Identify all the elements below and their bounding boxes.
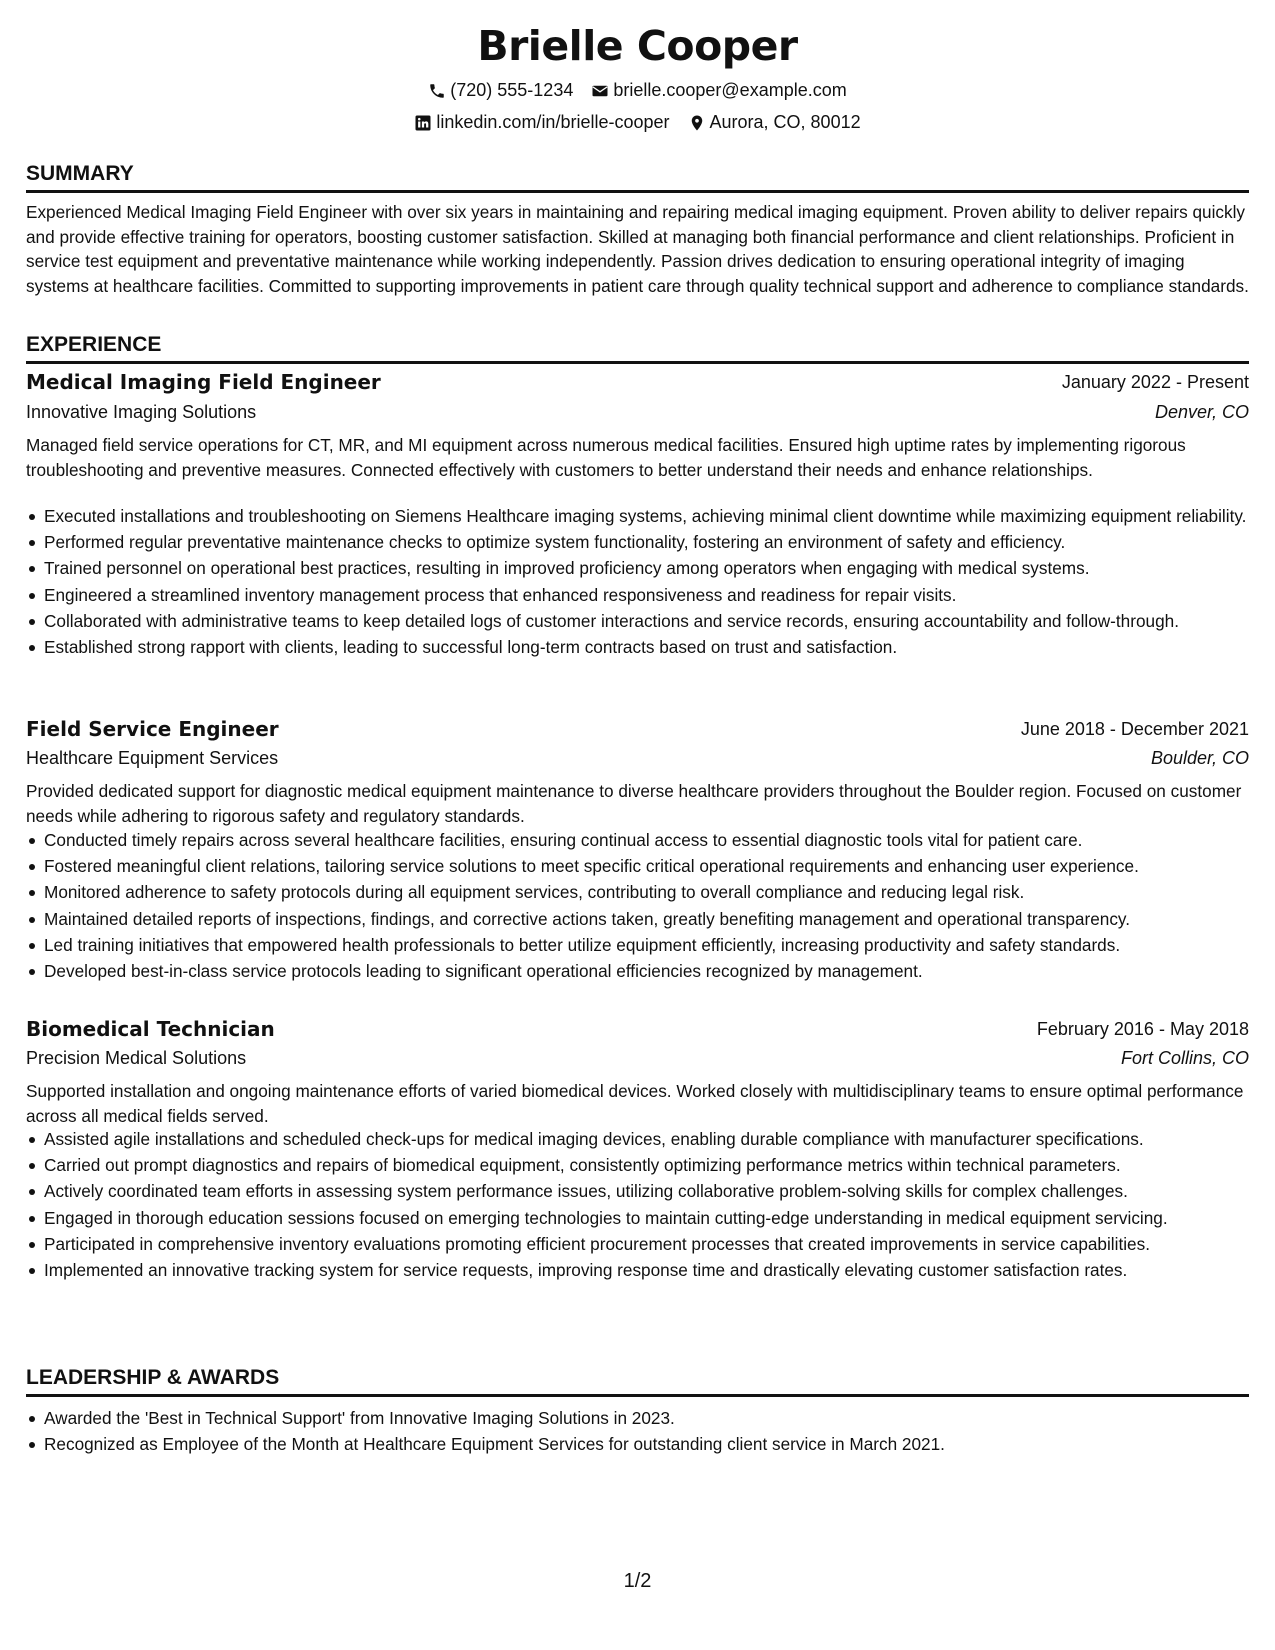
job-title: Medical Imaging Field Engineer bbox=[26, 370, 381, 394]
job-description: Provided dedicated support for diagnostic medical equipment maintenance to diverse healthcare providers throughout the Boulder region. Focused on customer needs while adhering to rigorous safety and regulatory standards. bbox=[26, 781, 1242, 826]
experience-heading: EXPERIENCE bbox=[26, 333, 1249, 364]
list-item: Conducted timely repairs across several healthcare facilities, ensuring continual access to essential diagnostic tools vital for patient care. bbox=[26, 828, 1249, 852]
awards-bullets bbox=[26, 1406, 1249, 1458]
job-bullets bbox=[26, 1127, 1249, 1284]
awards-heading: LEADERSHIP & AWARDS bbox=[26, 1366, 1249, 1397]
location-contact bbox=[688, 112, 861, 133]
email-contact[interactable] bbox=[591, 80, 846, 101]
job-dates: February 2016 - May 2018 bbox=[1036, 1019, 1249, 1039]
job-title: Field Service Engineer bbox=[26, 717, 279, 741]
list-item: Established strong rapport with clients, leading to successful long-term contracts based on trust and satisfaction. bbox=[26, 635, 1249, 659]
job-location: Denver, CO bbox=[1154, 402, 1249, 422]
list-item: Led training initiatives that empowered health professionals to better utilize equipment efficiently, increasing productivity and safety standards. bbox=[26, 933, 1249, 957]
job-dates: January 2022 - Present bbox=[1061, 372, 1249, 392]
envelope-icon bbox=[591, 82, 609, 100]
candidate-name: Brielle Cooper bbox=[477, 22, 798, 70]
list-item: Engaged in thorough education sessions focused on emerging technologies to maintain cutting-edge understanding in medical equipment servicing. bbox=[26, 1206, 1249, 1230]
job-location: Boulder, CO bbox=[1150, 748, 1249, 768]
list-item: Assisted agile installations and scheduled check-ups for medical imaging devices, enabling durable compliance with manufacturer specifications. bbox=[26, 1127, 1249, 1151]
contact-row-2 bbox=[26, 112, 1249, 133]
page-number: 1/2 bbox=[623, 1570, 652, 1592]
job-title: Biomedical Technician bbox=[26, 1017, 275, 1041]
company-name: Innovative Imaging Solutions bbox=[26, 402, 257, 422]
list-item: Monitored adherence to safety protocols during all equipment services, contributing to overall compliance and reducing legal risk. bbox=[26, 880, 1249, 904]
linkedin-link[interactable]: linkedin.com/in/brielle-cooper bbox=[436, 112, 670, 132]
location-text: Aurora, CO, 80012 bbox=[709, 112, 861, 132]
resume-page bbox=[26, 0, 1249, 1650]
phone-text: (720) 555-1234 bbox=[450, 80, 574, 100]
phone-icon bbox=[428, 82, 446, 100]
job-location: Fort Collins, CO bbox=[1120, 1048, 1249, 1068]
list-item: Implemented an innovative tracking system for service requests, improving response time and drastically elevating customer satisfaction rates. bbox=[26, 1258, 1249, 1282]
linkedin-contact[interactable] bbox=[414, 112, 669, 133]
map-pin-icon bbox=[688, 114, 706, 132]
list-item: Performed regular preventative maintenance checks to optimize system functionality, fostering an environment of safety and efficiency. bbox=[26, 530, 1249, 554]
list-item: Trained personnel on operational best practices, resulting in improved proficiency among operators when engaging with medical systems. bbox=[26, 556, 1249, 580]
job-bullets bbox=[26, 828, 1249, 985]
list-item: Engineered a streamlined inventory management process that enhanced responsiveness and readiness for repair visits. bbox=[26, 583, 1249, 607]
list-item: Fostered meaningful client relations, tailoring service solutions to meet specific critical operational requirements and enhancing user experience. bbox=[26, 854, 1249, 878]
list-item: Collaborated with administrative teams to keep detailed logs of customer interactions and service records, ensuring accountability and follow-through. bbox=[26, 609, 1249, 633]
summary-heading: SUMMARY bbox=[26, 162, 1249, 193]
linkedin-icon bbox=[414, 114, 432, 132]
job-bullets bbox=[26, 504, 1249, 661]
job-description: Supported installation and ongoing maintenance efforts of varied biomedical devices. Worked closely with multidisciplinary teams to ensure optimal performance across all medical fields served. bbox=[26, 1081, 1244, 1126]
job-description: Managed field service operations for CT, MR, and MI equipment across numerous medical facilities. Ensured high uptime rates by implementing rigorous troubleshooting and preventive measures. Connected effectively with customers to better understand their needs and enhance relationships. bbox=[26, 435, 1186, 480]
list-item: Maintained detailed reports of inspections, findings, and corrective actions taken, greatly benefiting management and operational transparency. bbox=[26, 907, 1249, 931]
list-item: Awarded the 'Best in Technical Support' from Innovative Imaging Solutions in 2023. bbox=[26, 1406, 1249, 1430]
list-item: Executed installations and troubleshooting on Siemens Healthcare imaging systems, achieving minimal client downtime while maximizing equipment reliability. bbox=[26, 504, 1249, 528]
company-name: Precision Medical Solutions bbox=[26, 1048, 247, 1068]
email-link[interactable]: brielle.cooper@example.com bbox=[613, 80, 847, 100]
list-item: Recognized as Employee of the Month at Healthcare Equipment Services for outstanding client service in March 2021. bbox=[26, 1432, 1249, 1456]
phone-contact bbox=[428, 80, 573, 101]
list-item: Actively coordinated team efforts in assessing system performance issues, utilizing collaborative problem-solving skills for complex challenges. bbox=[26, 1179, 1249, 1203]
contact-row-1 bbox=[26, 80, 1249, 101]
list-item: Participated in comprehensive inventory evaluations promoting efficient procurement processes that created improvements in service capabilities. bbox=[26, 1232, 1249, 1256]
list-item: Carried out prompt diagnostics and repairs of biomedical equipment, consistently optimizing performance metrics within technical parameters. bbox=[26, 1153, 1249, 1177]
company-name: Healthcare Equipment Services bbox=[26, 748, 279, 768]
job-dates: June 2018 - December 2021 bbox=[1020, 719, 1249, 739]
list-item: Developed best-in-class service protocols leading to significant operational efficiencies recognized by management. bbox=[26, 959, 1249, 983]
summary-text: Experienced Medical Imaging Field Engineer with over six years in maintaining and repairing medical imaging equipment. Proven ability to deliver repairs quickly and provide effective training for operators, boosting customer satisfaction. Skilled at managing both financial performance and client relationships. Proficient in service test equipment and preventative maintenance while working independently. Passion drives dedication to ensuring operational integrity of imaging systems at healthcare facilities. Committed to supporting improvements in patient care through quality technical support and adherence to compliance standards. bbox=[26, 202, 1249, 296]
